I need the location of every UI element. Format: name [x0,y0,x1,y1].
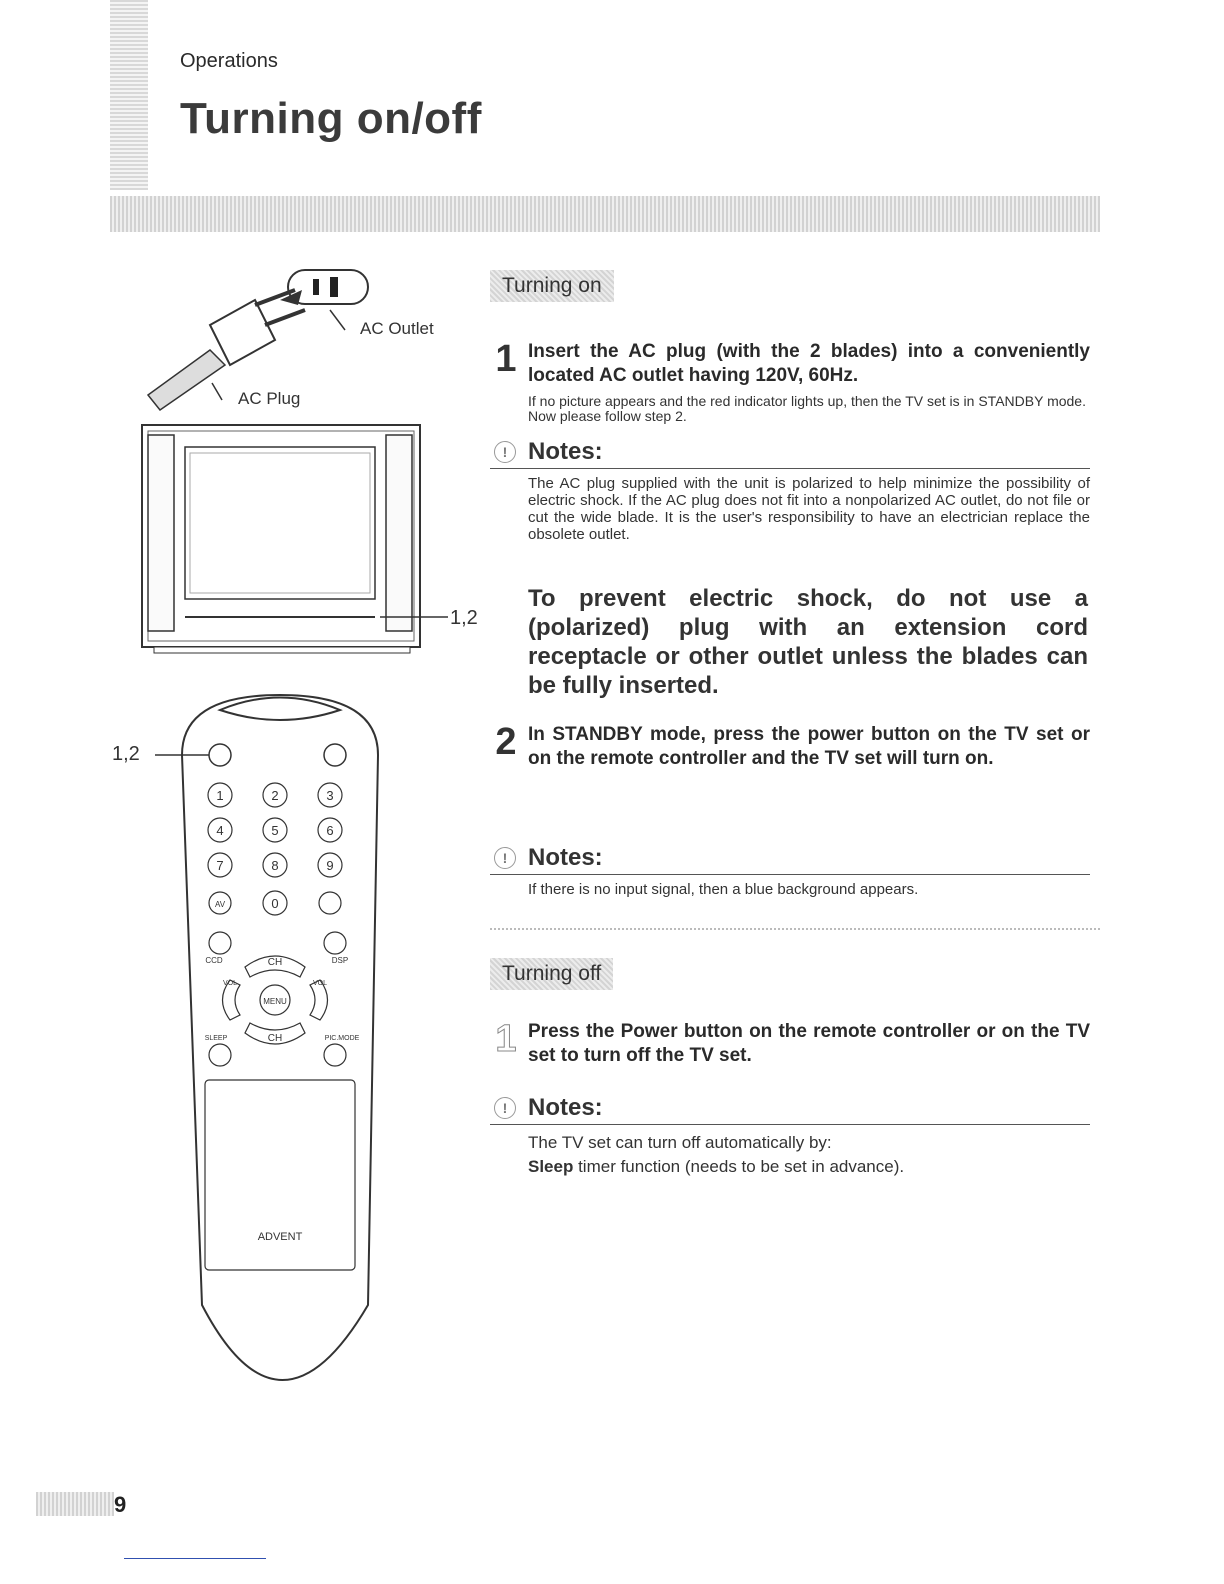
remote-key-vol-left: VOL [222,980,238,987]
notes-line-1: The TV set can turn off automatically by: [528,1133,832,1152]
step-number: 2 [495,721,517,763]
remote-callout-label: 1,2 [112,743,140,765]
remote-key-4: 4 [216,823,224,838]
turning-off-heading: Turning off [490,958,613,990]
ac-plug-pointer [212,383,222,400]
remote-key-ccd: CCD [205,956,223,965]
page-number-bar [36,1492,114,1516]
turning-on-heading: Turning on [490,270,614,302]
notes-body: The AC plug supplied with the unit is polarized to help minimize the possibility of electric shock. If the AC plug does not fit into a nonpolarized AC outlet, do not file or cut the wide blade. It is the user's responsibility to have an electrician replace the obsolete outlet. [528,475,1090,543]
remote-key-av: AV [214,900,226,909]
step-text: Insert the AC plug (with the 2 blades) into a conveniently located AC outlet having 120V, 60Hz. [528,341,1090,386]
notes-title: Notes: [528,438,603,465]
section-label: Operations [180,50,278,72]
notes-icon: ! [494,1097,516,1119]
remote-key-0: 0 [271,896,279,911]
page-number: 9 [114,1492,127,1517]
ac-outlet-icon [288,270,368,304]
remote-key-vol-right: VOL [312,980,328,987]
remote-key-6: 6 [326,823,334,838]
notes-body [528,1131,1090,1179]
notes-icon: ! [494,847,516,869]
section-divider [490,928,1100,930]
remote-key-menu: MENU [263,997,287,1006]
ac-plug-label: AC Plug [238,389,301,408]
remote-key-1: 1 [216,788,224,803]
turning-on-step-2 [490,723,1090,771]
remote-key-sleep: SLEEP [204,1035,228,1042]
illustrations [112,255,510,1405]
notes-icon: ! [494,441,516,463]
turning-on-step-1 [490,340,1090,424]
remote-key-pic-mode: PIC.MODE [324,1035,360,1042]
tv-illustration [142,425,420,653]
step-number: 1 [495,338,517,380]
sleep-rest: timer function (needs to be set in advance). [573,1157,905,1176]
turning-off-notes [490,1094,1090,1179]
remote-key-3: 3 [326,788,334,803]
step-number: 1 [495,1018,517,1060]
step-text: Press the Power button on the remote controller or on the TV set to turn off the TV set. [528,1021,1090,1066]
remote-key-5: 5 [271,823,279,838]
remote-key-dsp: DSP [331,956,349,965]
remote-key-8: 8 [271,858,279,873]
notes-body: If there is no input signal, then a blue background appears. [528,881,919,898]
ac-outlet-label: AC Outlet [360,319,434,338]
turning-off-step-1 [490,1020,1090,1068]
page-title: Turning on/off [180,94,482,143]
footer-line [124,1558,266,1559]
notes-title: Notes: [528,844,603,871]
notes-title: Notes: [528,1094,603,1121]
notes-line-2 [528,1155,1090,1179]
ac-outlet-pointer [330,310,345,330]
remote-key-9: 9 [326,858,334,873]
remote-key-ch-up: CH [267,957,283,968]
remote-key-7: 7 [216,858,224,873]
illustration-svg [130,255,510,1405]
step-detail: If no picture appears and the red indicator lights up, then the TV set is in STANDBY mode. Now please follow step 2. [528,393,1086,424]
remote-key-2: 2 [271,788,279,803]
remote-key-ch-down: CH [267,1033,283,1044]
turning-on-notes-1 [490,438,1090,543]
header-side-bar [110,0,148,190]
turning-on-notes-2 [490,844,1090,898]
electric-shock-warning: To prevent electric shock, do not use a (polarized) plug with an extension cord receptacle or other outlet unless the blades can be fully inserted. [528,585,1088,699]
header-band [110,196,1100,232]
sleep-bold: Sleep [528,1157,574,1176]
remote-brand-logo: ADVENT [257,1231,303,1243]
step-text: In STANDBY mode, press the power button on the TV set or on the remote controller and the TV set will turn on. [528,724,1090,769]
tv-callout-label: 1,2 [450,607,478,629]
